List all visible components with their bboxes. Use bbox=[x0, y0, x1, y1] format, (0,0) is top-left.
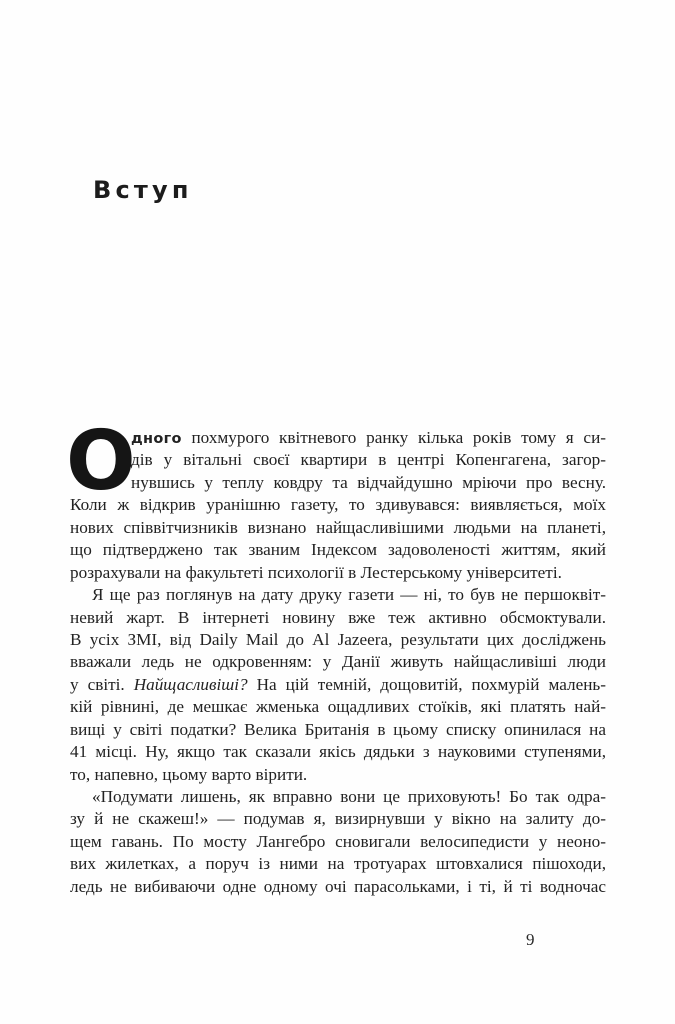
text-line: кій рівнині, де мешкає жменька ощадливих стоїків, які платять най- bbox=[70, 697, 606, 717]
text-line: що підтверджено так званим Індексом задоволеності життям, який bbox=[70, 540, 606, 560]
text-line: розрахували на факультеті психології в Лестерському університеті. bbox=[70, 562, 562, 582]
text-line: Я ще раз поглянув на дату друку газети — ні, то був не першоквіт- bbox=[92, 585, 606, 605]
text-line: 41 місці. Ну, якщо так сказали якісь дядьки з науковими ступенями, bbox=[70, 742, 606, 762]
text-line: Коли ж відкрив уранішню газету, то здивувався: виявляється, моїх bbox=[70, 495, 606, 515]
text-line: вих жилетках, а поруч із ними на тротуарах штовхалися пішоходи, bbox=[70, 854, 606, 874]
body-text bbox=[66, 414, 606, 898]
text-line: нових співвітчизників визнано найщасливішими людьми на планеті, bbox=[70, 517, 606, 537]
drop-cap: О bbox=[66, 414, 136, 509]
text-line: зу й не скажеш!» — подумав я, визирнувши у вікно на залиту до- bbox=[70, 809, 606, 829]
text-line: щем гавань. По мосту Лангебро сновигали велосипедисти у неоно- bbox=[70, 831, 606, 851]
lead-word: дного bbox=[131, 431, 182, 447]
text-line: дів у вітальні своєї квартири в центрі Копенгагена, загор- bbox=[131, 450, 606, 470]
text-line: вищі у світі податки? Велика Британія в цьому списку опинилася на bbox=[70, 719, 606, 739]
page-number: 9 bbox=[526, 930, 535, 949]
text-line: дного похмурого квітневого ранку кілька років тому я си- bbox=[131, 428, 606, 447]
text-line: нувшись у теплу ковдру та відчайдушно мріючи про весну. bbox=[131, 472, 606, 492]
text-line: невий жарт. В інтернеті новину вже теж активно обсмоктували. bbox=[70, 607, 606, 627]
text-line: у світі. Найщасливіші? На цій темній, дощовитій, похмурій малень- bbox=[70, 674, 606, 694]
chapter-title: Вступ bbox=[93, 176, 193, 204]
text-line: вважали ледь не одкровенням: у Данії живуть найщасливіші люди bbox=[70, 652, 606, 672]
text-line: ледь не вибиваючи одне одному очі парасольками, і ті, й ті водночас bbox=[70, 876, 606, 896]
text-line: то, напевно, цьому варто вірити. bbox=[70, 764, 308, 784]
text-line: «Подумати лишень, як вправно вони це приховують! Бо так одра- bbox=[92, 787, 606, 806]
text-line: В усіх ЗМІ, від Daily Mail до Al Jazeera, результати цих досліджень bbox=[70, 629, 606, 649]
emphasis: Найщасливіші? bbox=[133, 674, 248, 694]
